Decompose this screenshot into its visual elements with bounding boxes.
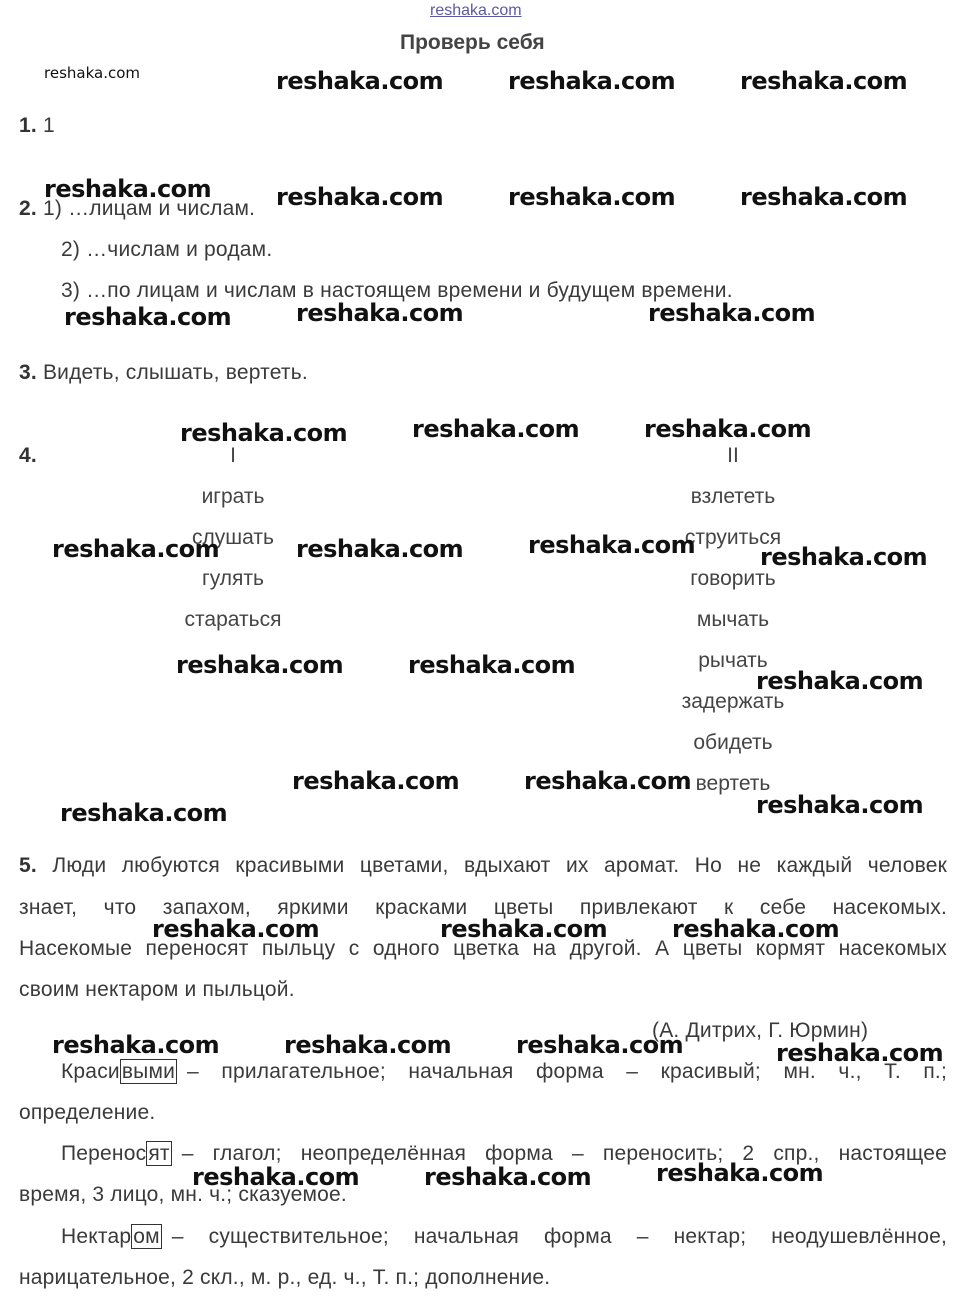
word-perenosyat bbox=[61, 1142, 172, 1166]
analysis-text: – существительное; начальная форма – нектар; неодушевлённое, bbox=[171, 1225, 947, 1248]
watermark: reshaka.com bbox=[276, 67, 444, 95]
task-number: 3. bbox=[19, 361, 37, 384]
verb-col2: обидеть bbox=[693, 731, 773, 754]
task-number: 4. bbox=[19, 444, 37, 467]
watermark: reshaka.com bbox=[412, 415, 580, 443]
verb-col1: стараться bbox=[184, 608, 282, 631]
watermark: reshaka.com bbox=[656, 1159, 824, 1187]
task-5-line-4: своим нектаром и пыльцой. bbox=[19, 978, 295, 1001]
watermark: reshaka.com bbox=[152, 915, 320, 943]
watermark: reshaka.com bbox=[740, 183, 908, 211]
word-krasivymi bbox=[61, 1060, 177, 1084]
word-stem: Перенос bbox=[61, 1142, 147, 1165]
verb-col1: слушать bbox=[192, 526, 274, 549]
text-line: Люди любуются красивыми цветами, вдыхают их аромат. Но не каждый человек bbox=[52, 854, 947, 877]
word-stem: Нектар bbox=[61, 1225, 132, 1248]
watermark: reshaka.com bbox=[52, 1031, 220, 1059]
watermark: reshaka.com bbox=[756, 791, 924, 819]
watermark: reshaka.com bbox=[64, 303, 232, 331]
watermark: reshaka.com bbox=[776, 1039, 944, 1067]
watermark: reshaka.com bbox=[424, 1163, 592, 1191]
task-5-line-3: Насекомые переносят пыльцу с одного цветка на другой. А цветы кормят насекомых bbox=[19, 937, 947, 960]
watermark: reshaka.com bbox=[52, 535, 220, 563]
page-title: Проверь себя bbox=[400, 31, 545, 54]
task-3 bbox=[19, 361, 308, 385]
site-mark-top[interactable]: reshaka.com bbox=[430, 2, 522, 19]
watermark: reshaka.com bbox=[756, 667, 924, 695]
task-1 bbox=[19, 114, 55, 138]
task-5-line-2: знает, что запахом, яркими красками цветы привлекают к себе насекомых. bbox=[19, 896, 947, 919]
task-3-answer: Видеть, слышать, вертеть. bbox=[42, 361, 308, 384]
watermark: reshaka.com bbox=[524, 767, 692, 795]
analysis-3-line-1 bbox=[61, 1225, 947, 1249]
word-nektarom bbox=[61, 1225, 162, 1249]
answer-line: 1) …лицам и числам. bbox=[42, 197, 256, 220]
watermark: reshaka.com bbox=[180, 419, 348, 447]
watermark: reshaka.com bbox=[292, 767, 460, 795]
watermark: reshaka.com bbox=[648, 299, 816, 327]
watermark: reshaka.com bbox=[672, 915, 840, 943]
watermark: reshaka.com bbox=[176, 651, 344, 679]
task-1-answer: 1 bbox=[42, 114, 55, 137]
watermark: reshaka.com bbox=[192, 1163, 360, 1191]
analysis-3-line-2: нарицательное, 2 скл., м. р., ед. ч., Т. п.; дополнение. bbox=[19, 1266, 551, 1289]
word-stem: Краси bbox=[61, 1060, 120, 1083]
verb-col2: мычать bbox=[696, 608, 770, 631]
watermark: reshaka.com bbox=[516, 1031, 684, 1059]
analysis-text: – глагол; неопределённая форма – переносить; 2 спр., настоящее bbox=[181, 1142, 947, 1165]
ending-box: выми bbox=[121, 1060, 176, 1083]
watermark: reshaka.com bbox=[508, 183, 676, 211]
verb-col1: гулять bbox=[202, 567, 264, 590]
task-number: 2. bbox=[19, 197, 37, 220]
watermark: reshaka.com bbox=[740, 67, 908, 95]
watermark: reshaka.com bbox=[60, 799, 228, 827]
watermark: reshaka.com bbox=[408, 651, 576, 679]
column-header-conjugation-1: I bbox=[230, 444, 236, 467]
task-2-line-2: 2) …числам и родам. bbox=[61, 238, 273, 261]
analysis-text: – прилагательное; начальная форма – красивый; мн. ч., Т. п.; bbox=[187, 1060, 947, 1083]
watermark: reshaka.com bbox=[44, 175, 212, 203]
watermark: reshaka.com bbox=[284, 1031, 452, 1059]
task-number: 1. bbox=[19, 114, 37, 137]
verb-col2: струиться bbox=[684, 526, 782, 549]
watermark: reshaka.com bbox=[440, 915, 608, 943]
watermark: reshaka.com bbox=[528, 531, 696, 559]
watermark: reshaka.com bbox=[508, 67, 676, 95]
verb-col2: рычать bbox=[698, 649, 768, 672]
column-header-conjugation-2: II bbox=[727, 444, 739, 467]
analysis-1-line-2: определение. bbox=[19, 1101, 156, 1124]
analysis-1-line-1 bbox=[61, 1060, 947, 1084]
watermark: reshaka.com bbox=[644, 415, 812, 443]
task-2-line-3: 3) …по лицам и числам в настоящем времени и будущем времени. bbox=[61, 279, 733, 302]
verb-col2: говорить bbox=[690, 567, 776, 590]
task-number: 5. bbox=[19, 854, 37, 877]
ending-box: ят bbox=[148, 1142, 170, 1165]
task-5-line-1 bbox=[19, 854, 947, 878]
analysis-2-line-2: время, 3 лицо, мн. ч.; сказуемое. bbox=[19, 1183, 347, 1206]
ending-box: ом bbox=[133, 1225, 160, 1248]
verb-col2: вертеть bbox=[695, 772, 771, 795]
verb-col2: взлететь bbox=[690, 485, 776, 508]
watermark-small: reshaka.com bbox=[44, 64, 140, 82]
watermark: reshaka.com bbox=[296, 535, 464, 563]
watermark: reshaka.com bbox=[296, 299, 464, 327]
watermark: reshaka.com bbox=[276, 183, 444, 211]
verb-col2: задержать bbox=[681, 690, 785, 713]
verb-col1: играть bbox=[201, 485, 265, 508]
author-attribution: (А. Дитрих, Г. Юрмин) bbox=[652, 1019, 869, 1042]
watermark: reshaka.com bbox=[760, 543, 928, 571]
